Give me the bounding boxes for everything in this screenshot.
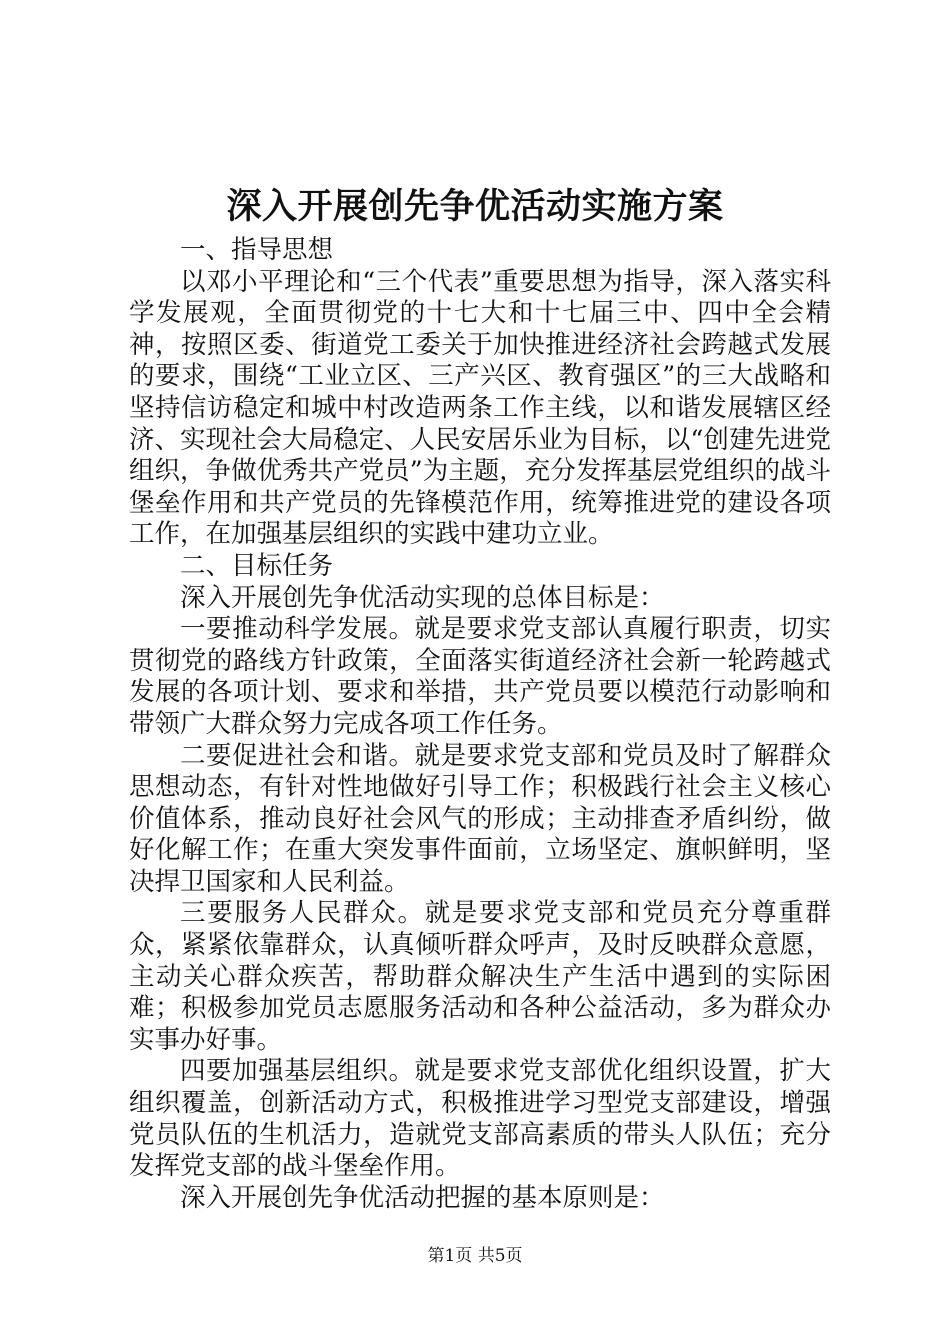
paragraph-guiding-ideology: 以邓小平理论和“三个代表”重要思想为指导，深入落实科学发展观，全面贯彻党的十七大和十七届三中、四中全会精神，按照区委、街道党工委关于加快推进经济社会跨越式发展的要求，围绕“工业立区、三产兴区、教育强区”的三大战略和坚持信访稳定和城中村改造两条工作主线，以和谐发展辖区经济、实现社会大局稳定、人民安居乐业为目标，以“创建先进党组织，争做优秀共产党员”为主题，充分发挥基层党组织的战斗堡垒作用和共产党员的先锋模范作用，统筹推进党的建设各项工作，在加强基层组织的实践中建功立业。 — [129, 266, 831, 550]
paragraph-goal-3: 三要服务人民群众。就是要求党支部和党员充分尊重群众，紧紧依靠群众，认真倾听群众呼声，及时反映群众意愿，主动关心群众疾苦，帮助群众解决生产生活中遇到的实际困难；积极参加党员志愿服务活动和各种公益活动，多为群众办实事办好事。 — [129, 898, 831, 1055]
paragraph-overall-goal-intro: 深入开展创先争优活动实现的总体目标是： — [180, 582, 665, 613]
document-title: 深入开展创先争优活动实施方案 — [226, 186, 724, 227]
paragraph-goal-2: 二要促进社会和谐。就是要求党支部和党员及时了解群众思想动态，有针对性地做好引导工作；积极践行社会主义核心价值体系，推动良好社会风气的形成；主动排查矛盾纠纷，做好化解工作；在重大突发事件面前，立场坚定、旗帜鲜明，坚决捍卫国家和人民利益。 — [129, 740, 831, 897]
page-footer: 第1页 共5页 — [427, 1246, 523, 1266]
paragraph-goal-1: 一要推动科学发展。就是要求党支部认真履行职责，切实贯彻党的路线方针政策，全面落实街道经济社会新一轮跨越式发展的各项计划、要求和举措，共产党员要以模范行动影响和带领广大群众努力完成各项工作任务。 — [129, 614, 831, 739]
document-body — [129, 235, 831, 1214]
paragraph-principles-intro: 深入开展创先争优活动把握的基本原则是： — [180, 1182, 665, 1213]
paragraph-goal-4: 四要加强基层组织。就是要求党支部优化组织设置，扩大组织覆盖，创新活动方式，积极推进学习型党支部建设，增强党员队伍的生机活力，造就党支部高素质的带头人队伍；充分发挥党支部的战斗堡垒作用。 — [129, 1056, 831, 1182]
section-heading-guiding-ideology: 一、指导思想 — [180, 235, 334, 265]
section-heading-goals-tasks: 二、目标任务 — [180, 550, 334, 581]
